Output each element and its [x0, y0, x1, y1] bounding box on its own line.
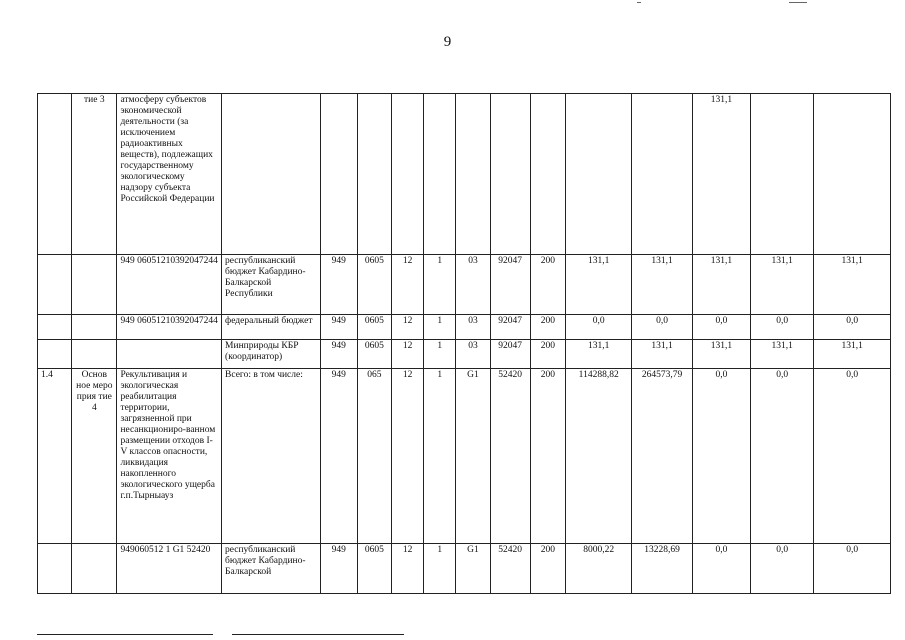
cell-program [424, 94, 456, 255]
cell-code: 92047 [490, 255, 530, 315]
cell-rz: 0605 [357, 340, 391, 369]
cell-subprogram: 03 [456, 255, 490, 315]
cell-value-2: 131,1 [632, 340, 692, 369]
cell-name: 949 06051210392047244 [117, 315, 222, 340]
cell-value-4: 0,0 [751, 315, 814, 340]
cell-code: 92047 [490, 315, 530, 340]
cell-number [38, 94, 72, 255]
table-row [38, 369, 891, 544]
cell-value-5: 131,1 [814, 340, 891, 369]
cell-value-1: 0,0 [566, 315, 632, 340]
cell-value-3: 0,0 [692, 369, 750, 544]
cell-grbs: 949 [320, 544, 357, 594]
cell-value-1: 8000,22 [566, 544, 632, 594]
cell-value-3: 0,0 [692, 544, 750, 594]
cell-value-1 [566, 94, 632, 255]
cell-value-3: 131,1 [692, 340, 750, 369]
cell-vr: 200 [530, 315, 565, 340]
cell-value-5: 0,0 [814, 369, 891, 544]
cell-value-5: 131,1 [814, 255, 891, 315]
cell-number [38, 315, 72, 340]
cell-value-2: 131,1 [632, 255, 692, 315]
cell-vr: 200 [530, 544, 565, 594]
cell-value-1: 114288,82 [566, 369, 632, 544]
cell-type: тие 3 [72, 94, 117, 255]
cell-name: 949060512 1 G1 52420 [117, 544, 222, 594]
cell-value-5: 0,0 [814, 315, 891, 340]
cell-pr: 12 [392, 315, 424, 340]
table-row [38, 340, 891, 369]
cell-type: Основ ное меро прия тие 4 [72, 369, 117, 544]
table-row [38, 255, 891, 315]
cell-source: Минприроды КБР (координатор) [222, 340, 321, 369]
cell-program: 1 [424, 369, 456, 544]
cell-name [117, 340, 222, 369]
cell-grbs: 949 [320, 340, 357, 369]
cell-rz: 0605 [357, 544, 391, 594]
budget-table [37, 93, 891, 594]
cell-code: 52420 [490, 369, 530, 544]
cell-program: 1 [424, 315, 456, 340]
cell-subprogram: G1 [456, 369, 490, 544]
footnote-rule [37, 634, 213, 635]
cell-value-2: 0,0 [632, 315, 692, 340]
cell-grbs: 949 [320, 255, 357, 315]
cell-type [72, 544, 117, 594]
cell-subprogram: G1 [456, 544, 490, 594]
cell-vr [530, 94, 565, 255]
cell-value-2: 264573,79 [632, 369, 692, 544]
cell-type [72, 315, 117, 340]
cell-source: республиканский бюджет Кабардино-Балкарской Республики [222, 255, 321, 315]
cell-code: 52420 [490, 544, 530, 594]
cell-source: республиканский бюджет Кабардино-Балкарской [222, 544, 321, 594]
cell-name: атмосферу субъектов экономической деятельности (за исключением радиоактивных веществ), подлежащих государственному экологическому надзору субъекта Российской Федерации [117, 94, 222, 255]
cell-pr: 12 [392, 369, 424, 544]
cell-pr: 12 [392, 544, 424, 594]
cell-type [72, 255, 117, 315]
cell-name: 949 06051210392047244 [117, 255, 222, 315]
cell-name: Рекультивация и экологическая реабилитация территории, загрязненной при несанкциониро-ванном размещении отходов I-V классов опасности, ликвидация накопленного экологического ущерба г.п.Тырныауз [117, 369, 222, 544]
cell-value-5 [814, 94, 891, 255]
cell-value-1: 131,1 [566, 340, 632, 369]
cell-grbs: 949 [320, 315, 357, 340]
cell-value-4: 0,0 [751, 544, 814, 594]
cell-value-3: 131,1 [692, 255, 750, 315]
cell-program: 1 [424, 340, 456, 369]
cell-source: федеральный бюджет [222, 315, 321, 340]
table-row [38, 315, 891, 340]
cell-code [490, 94, 530, 255]
cell-value-3: 131,1 [692, 94, 750, 255]
cell-value-2 [632, 94, 692, 255]
cell-grbs [320, 94, 357, 255]
page-number: 9 [443, 34, 452, 50]
cell-value-3: 0,0 [692, 315, 750, 340]
cell-rz: 0605 [357, 315, 391, 340]
cell-value-5: 0,0 [814, 544, 891, 594]
cell-value-4 [751, 94, 814, 255]
table-row [38, 94, 891, 255]
cell-source [222, 94, 321, 255]
cell-grbs: 949 [320, 369, 357, 544]
cell-number [38, 544, 72, 594]
cell-rz: 0605 [357, 255, 391, 315]
footnote-rule [232, 634, 404, 635]
top-edge-mark [637, 2, 641, 3]
cell-type [72, 340, 117, 369]
cell-number: 1.4 [38, 369, 72, 544]
cell-pr: 12 [392, 255, 424, 315]
cell-rz: 065 [357, 369, 391, 544]
cell-subprogram: 03 [456, 340, 490, 369]
cell-pr [392, 94, 424, 255]
cell-program: 1 [424, 255, 456, 315]
table-row [38, 544, 891, 594]
cell-rz [357, 94, 391, 255]
cell-value-2: 13228,69 [632, 544, 692, 594]
cell-subprogram [456, 94, 490, 255]
cell-value-4: 131,1 [751, 340, 814, 369]
cell-value-4: 131,1 [751, 255, 814, 315]
cell-pr: 12 [392, 340, 424, 369]
cell-program: 1 [424, 544, 456, 594]
cell-subprogram: 03 [456, 315, 490, 340]
cell-number [38, 255, 72, 315]
cell-code: 92047 [490, 340, 530, 369]
cell-value-4: 0,0 [751, 369, 814, 544]
cell-value-1: 131,1 [566, 255, 632, 315]
cell-vr: 200 [530, 340, 565, 369]
cell-source: Всего: в том числе: [222, 369, 321, 544]
top-edge-mark [789, 2, 807, 3]
cell-number [38, 340, 72, 369]
cell-vr: 200 [530, 369, 565, 544]
cell-vr: 200 [530, 255, 565, 315]
